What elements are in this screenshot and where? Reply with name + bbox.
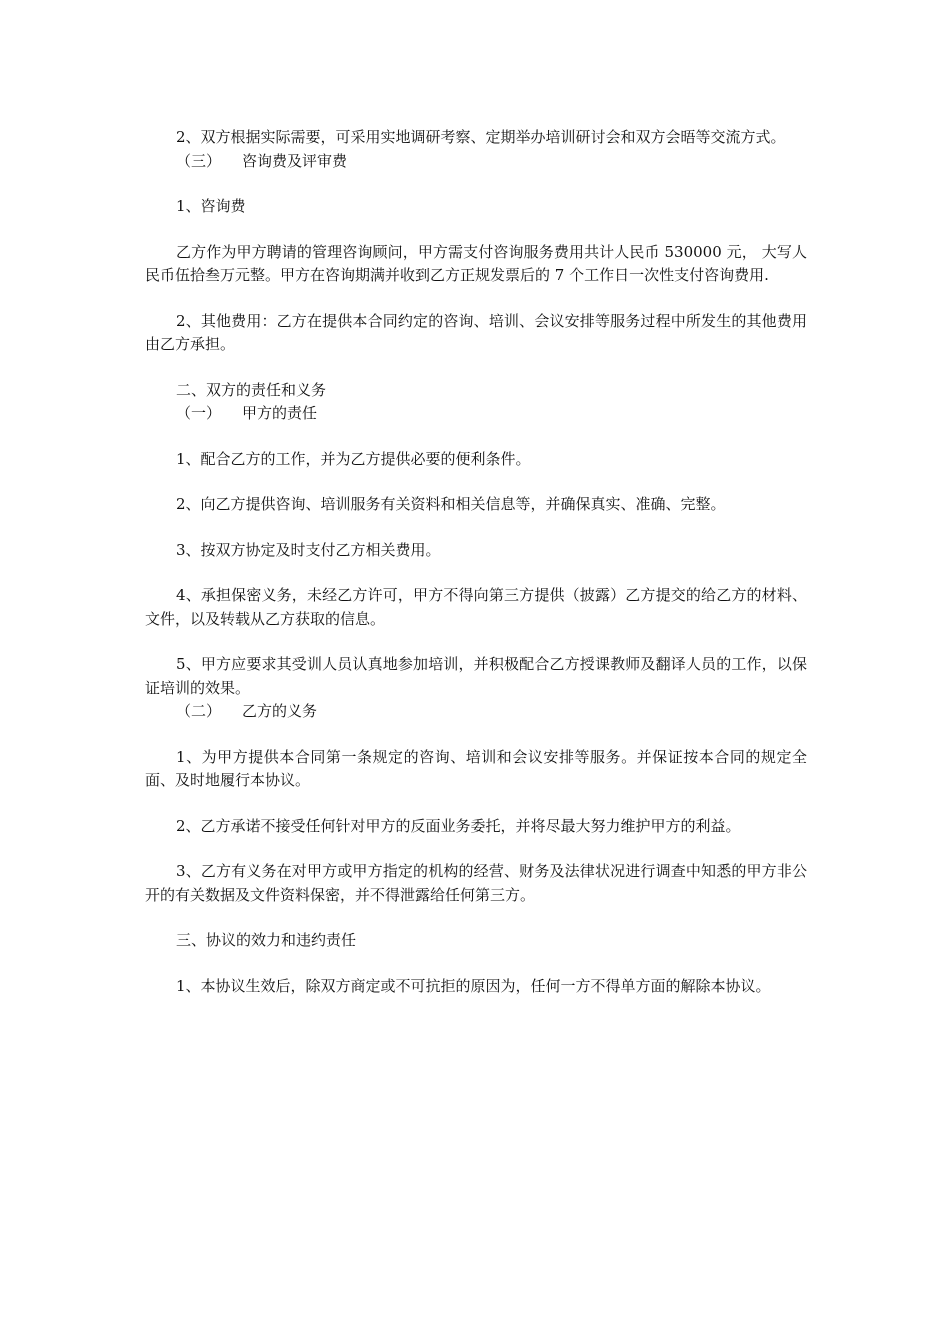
section-heading-party-b <box>145 700 807 724</box>
paragraph-party-a-5: 5、甲方应要求其受训人员认真地参加培训，并积极配合乙方授课教师及翻译人员的工作，以保证培训的效果。 <box>145 655 807 697</box>
section-number: （一） <box>176 404 222 422</box>
section-heading-party-a <box>145 402 807 426</box>
section-heading-fees <box>145 150 807 174</box>
paragraph-consulting-fee-title: 1、咨询费 <box>176 197 246 215</box>
paragraph-party-b-2: 2、乙方承诺不接受任何针对甲方的反面业务委托，并将尽最大努力维护甲方的利益。 <box>176 816 741 835</box>
paragraph-effect-1: 1、本协议生效后，除双方商定或不可抗拒的原因为，任何一方不得单方面的解除本协议。 <box>176 976 771 995</box>
paragraph-party-b-3: 3、乙方有义务在对甲方或甲方指定的机构的经营、财务及法律状况进行调查中知悉的甲方非公开的有关数据及文件资料保密，并不得泄露给任何第三方。 <box>145 862 807 904</box>
section-title: 乙方的义务 <box>242 702 318 720</box>
section-heading-effect-liability: 三、协议的效力和违约责任 <box>176 931 357 949</box>
section-number: （二） <box>176 702 222 720</box>
section-title: 甲方的责任 <box>242 404 318 422</box>
paragraph-party-a-4: 4、承担保密义务，未经乙方许可，甲方不得向第三方提供（披露）乙方提交的给乙方的材料、文件，以及转载从乙方获取的信息。 <box>145 586 807 628</box>
document-body <box>145 126 807 998</box>
paragraph-other-fees: 2、其他费用：乙方在提供本合同约定的咨询、培训、会议安排等服务过程中所发生的其他费用由乙方承担。 <box>145 311 807 353</box>
paragraph-party-a-3: 3、按双方协定及时支付乙方相关费用。 <box>176 540 441 559</box>
section-heading-responsibilities: 二、双方的责任和义务 <box>176 380 327 399</box>
paragraph-party-b-1: 1、为甲方提供本合同第一条规定的咨询、培训和会议安排等服务。并保证按本合同的规定全面、及时地履行本协议。 <box>145 747 807 789</box>
section-title: 咨询费及评审费 <box>242 151 348 170</box>
paragraph-party-a-2: 2、向乙方提供咨询、培训服务有关资料和相关信息等，并确保真实、准确、完整。 <box>176 495 726 513</box>
section-number: （三） <box>176 151 222 170</box>
paragraph-party-a-1: 1、配合乙方的工作，并为乙方提供必要的便利条件。 <box>176 449 531 468</box>
paragraph-consulting-fee-amount: 乙方作为甲方聘请的管理咨询顾问，甲方需支付咨询服务费用共计人民币 530000 元， 大写人民币伍拾叁万元整。甲方在咨询期满并收到乙方正规发票后的 7 个工作日一次性支付咨询费用. <box>145 242 807 284</box>
paragraph-exchange-methods: 2、双方根据实际需要，可采用实地调研考察、定期举办培训研讨会和双方会晤等交流方式。 <box>176 128 786 146</box>
